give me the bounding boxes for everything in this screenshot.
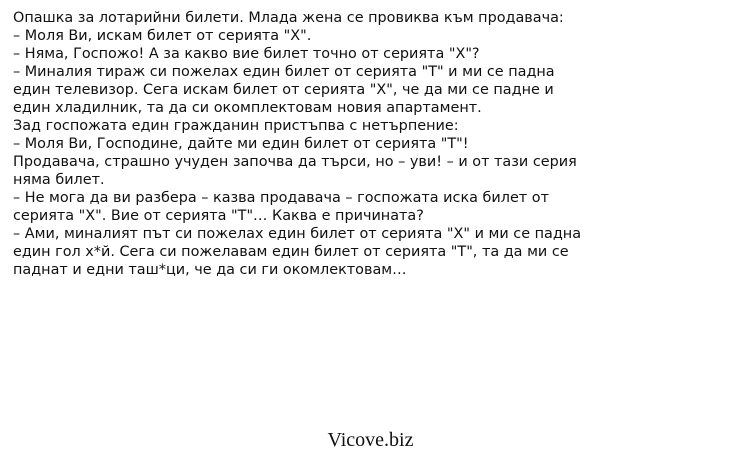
joke-line: – Ами, миналият път си пожелах един билет от серията "Х" и ми се падна един гол х*й. Сега си пожелавам един билет от серията "Т", та да ми се паднат и едни таш*ци, че да си ги окомлектовам… <box>13 226 582 278</box>
joke-line: Зад госпожата един гражданин пристъпва с нетърпение: <box>13 118 459 134</box>
joke-line: Опашка за лотарийни билети. Млада жена се провиква към продавача: <box>13 10 564 26</box>
joke-line: – Миналия тираж си пожелах един билет от серията "Т" и ми се падна един телевизор. Сега искам билет от серията "Х", че да ми се падне и един хладилник, та да си окомплектовам новия апартамент. <box>13 64 555 116</box>
site-watermark: Vicove.biz <box>327 429 414 451</box>
joke-line: Продавача, страшно учуден започва да търси, но – уви! – и от тази серия няма билет. <box>13 154 577 188</box>
joke-text <box>13 9 583 279</box>
joke-line: – Моля Ви, искам билет от серията "Х". <box>13 28 312 44</box>
joke-line: – Моля Ви, Господине, дайте ми един билет от серията "Т"! <box>13 136 469 152</box>
joke-line: – Не мога да ви разбера – казва продавача – госпожата иска билет от серията "Х". Вие от серията "Т"… Каква е причината? <box>13 190 549 224</box>
joke-line: – Няма, Госпожо! А за какво вие билет точно от серията "Х"? <box>13 46 480 62</box>
